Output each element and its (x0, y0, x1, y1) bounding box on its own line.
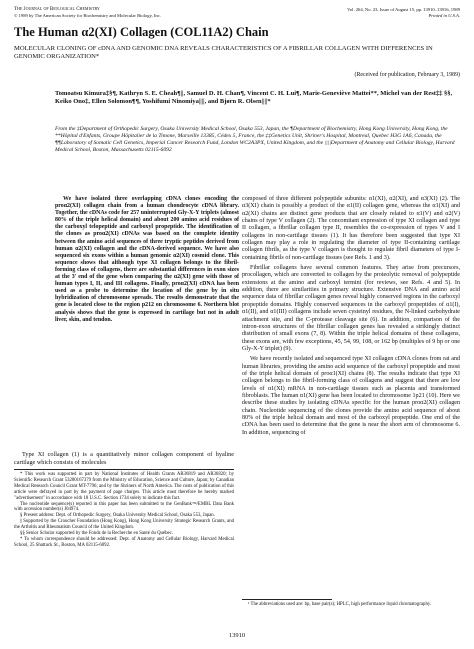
copyright-line: © 1989 by The American Society for Biochemistry and Molecular Biology, Inc. (14, 13, 161, 18)
affiliations: From the ‡Department of Orthopedic Surgery, Osaka University Medical School, Osaka 553, Japan, the ¶Department of Biochemistry, Hong Kong University, Hong Kong, the **Hôpital d'Enfants, Groupe Hôpitalier de la Timone, Marseille 13385, Cédex 5, France, the ‡‡Genetics Unit, Shriner's Hospital, Montreal, Quebec H3G 1A6, Canada, the ¶¶Laboratory of Somatic Cell Genetics, Imperial Cancer Research Fund, London WC2A3PX, United Kingdom, and the ||||Department of Anatomy and Cellular Biology, Harvard Medical School, Boston, Massachusetts 02115-6092 (55, 126, 455, 153)
footnotes (14, 472, 234, 549)
right-column (242, 196, 460, 437)
footnote-senior-scholar: §§ Senior Scholar supported by the Fonds de la Recherche en Santé du Québec. (20, 531, 173, 537)
running-header-left (14, 7, 161, 19)
article-subtitle: MOLECULAR CLONING OF cDNA AND GENOMIC DNA REVEALS CHARACTERISTICS OF A FIBRILLAR COLLAGEN WITH DIFFERENCES IN GENOMIC ORGANIZATION* (14, 45, 433, 61)
running-header-right (347, 7, 460, 19)
footnote-genbank: The nucleotide sequence(s) reported in this paper has been submitted to the GenBank™/EMBL Data Bank with accession number(s) J04974. (14, 501, 234, 513)
author-list: Tomoatsu Kimura‡§¶, Kathryn S. E. Cheah¶||, Samuel D. H. Chan¶, Vincent C. H. Lui¶, Marie-Geneviève Mattei**, Michel van der Rest‡‡ §§, Keiko Ono‡, Ellen Solomon¶¶, Yoshifumi Ninomiya||||, and Bjørn R. Olsen||||* (55, 90, 453, 106)
intro-paragraph: Type XI collagen (1) is a quantitatively minor collagen component of hyaline cartilage which consists of molecules (14, 451, 234, 466)
volume-info: Vol. 264, No. 23, Issue of August 15, pp. 13910–13916, 1989 (347, 7, 460, 12)
page-number: 13910 (228, 632, 246, 639)
received-date: (Received for publication, February 3, 1989) (354, 72, 460, 78)
footnote-croucher: || Supported by the Croucher Foundation (Hong Kong), Hong Kong University Strategic Research Grants, and the Arthritis and Rheumatism Council of the United Kingdom. (14, 519, 234, 531)
right-footnote-rule (242, 599, 332, 600)
footnote-funding: * This work was supported in part by National Institutes of Health Grants AR36819 and AR36820; by Scientific Research Grant 53280167379 from the Ministry of Education, Science and Culture, Japan; by Canadian Medical Research Council Grant MT-7796; and by the Shriners of North America. The costs of publication of this article were defrayed in part by the payment of page charges. This article must therefore be hereby marked "advertisement" in accordance with 18 U.S.C. Section 1734 solely to indicate this fact. (14, 472, 234, 501)
footnote-rule (14, 469, 234, 470)
body-paragraph: Fibrillar collagens have several common features. They arise from precursors, procollagen, which are converted to collagen by the proteolytic removal of polypeptide extensions at the amino and carboxyl termini (for reviews, see Refs. 4 and 5). In addition, there are similarities in primary structure. Extensive DNA and amino acid sequence data of fibrillar collagen genes reveal highly conserved regions in the carboxyl propeptide domains. Highly conserved sequences in the carboxyl propeptides of α1(I), α1(II), and α1(III) collagens include seven cysteinyl residues, the N-linked carbohydrate attachment site, and the C-protease cleavage site (6). In addition, comparison of the intron-exon structures of the fibrillar collagen genes has revealed a strikingly distinct distribution of small exons (7, 8). Within the triple helical domains of these collagens, these exons are, with few exceptions, 45, 54, 99, 108, or 162 bp (multiples of 9 bp or one Gly-X-Y triplet) (9). (242, 265, 460, 352)
body-paragraph: We have recently isolated and sequenced type XI collagen cDNA clones from rat and human libraries, providing the amino acid sequence of the carboxyl propeptide and most of the triple helical domain of proα1(XI) chains (8). The results indicate that type XI collagen belongs to the fibril-forming class of collagens and suggest that there are low levels of α1(XI) mRNA in non-cartilage tissues such as placenta and transformed fibroblasts. The human α1(XI) gene has been located to chromosome 1p21 (10). Here we describe these studies by isolating cDNAs specific for the human proα2(XI) collagen chain. Nucleotide sequencing of the clones provide the amino acid sequence of about 80% of the triple helical domain and most of the carboxyl propeptide. One end of the cDNA has been used to determine that the gene is near the short arm of chromosome 6. In addition, sequencing of (242, 356, 460, 436)
article-title: The Human α2(XI) Collagen (COL11A2) Chain (14, 25, 269, 39)
body-paragraph: composed of three different polypeptide subunits: α1(XI), α2(XI), and α3(XI) (2). The α3(XI) chain is possibly a product of the α1(II) collagen gene, whereas the α1(XI) and α2(XI) chains are distinct gene products that are closely related to α1(V) and α2(V) chains of type V collagen (2). The concomitant expression of type XI collagen and type II collagen, a fibrillar collagen type II, resembles the co-expression of types V and I collagens in non-cartilage tissues (1). It has therefore been suggested that type XI collagen may play a role in regulating the diameter of type II-containing cartilage collagen fibrils, as the type V collagen is thought to regulate fibril diameters of type I-containing fibrils of non-cartilage tissues (see Refs. 1 and 3). (242, 196, 460, 261)
abbreviations-footnote: ¹ The abbreviations used are: bp, base pair(s); HPLC, high performance liquid chromatography. (248, 602, 432, 607)
footnote-present-address: § Present address: Dept. of Orthopedic Surgery, Osaka University Medical School, Osaka 553, Japan. (20, 513, 215, 519)
abstract (55, 196, 239, 324)
journal-name: The Journal of Biological Chemistry (14, 7, 100, 12)
footnote-correspondence: * To whom correspondence should be addressed: Dept. of Anatomy and Cellular Biology, Harvard Medical School, 25 Shattuck St., Boston, MA 02115-6092. (14, 536, 234, 548)
printed-in: Printed in U.S.A. (428, 13, 460, 18)
abstract-text: We have isolated three overlapping cDNA clones encoding the proα2(XI) collagen chain from a human chondrocyte cDNA library. Together, the cDNAs code for 257 uninterrupted Gly-X-Y triplets (almost 80% of the triple helical domain) and about 200 amino acid residues of the carboxyl telopeptide and carboxyl propeptide. The identification of the clones as proα2(XI) cDNAs was based on the complete identity between the amino acid sequences of three tryptic peptides derived from human α2(XI) collagen and the cDNA-derived sequence. We have also sequenced six exons within a human genomic α2(XI) cosmid clone. This sequence shows that although type XI collagen belongs to the fibril-forming class of collagens, there are substantial differences in exon sizes at the 3' end of the gene when comparing the α2(XI) gene with those of human types I, II, and III collagens. Finally, proα2(XI) cDNA has been used as a probe to determine the location of the gene by in situ hybridization of chromosome spreads. The results demonstrate that the gene is located close to the region p212 on chromosome 6. Northern blot analysis shows that the gene is expressed in cartilage but not in adult liver, skin, and tendon. (55, 196, 239, 323)
